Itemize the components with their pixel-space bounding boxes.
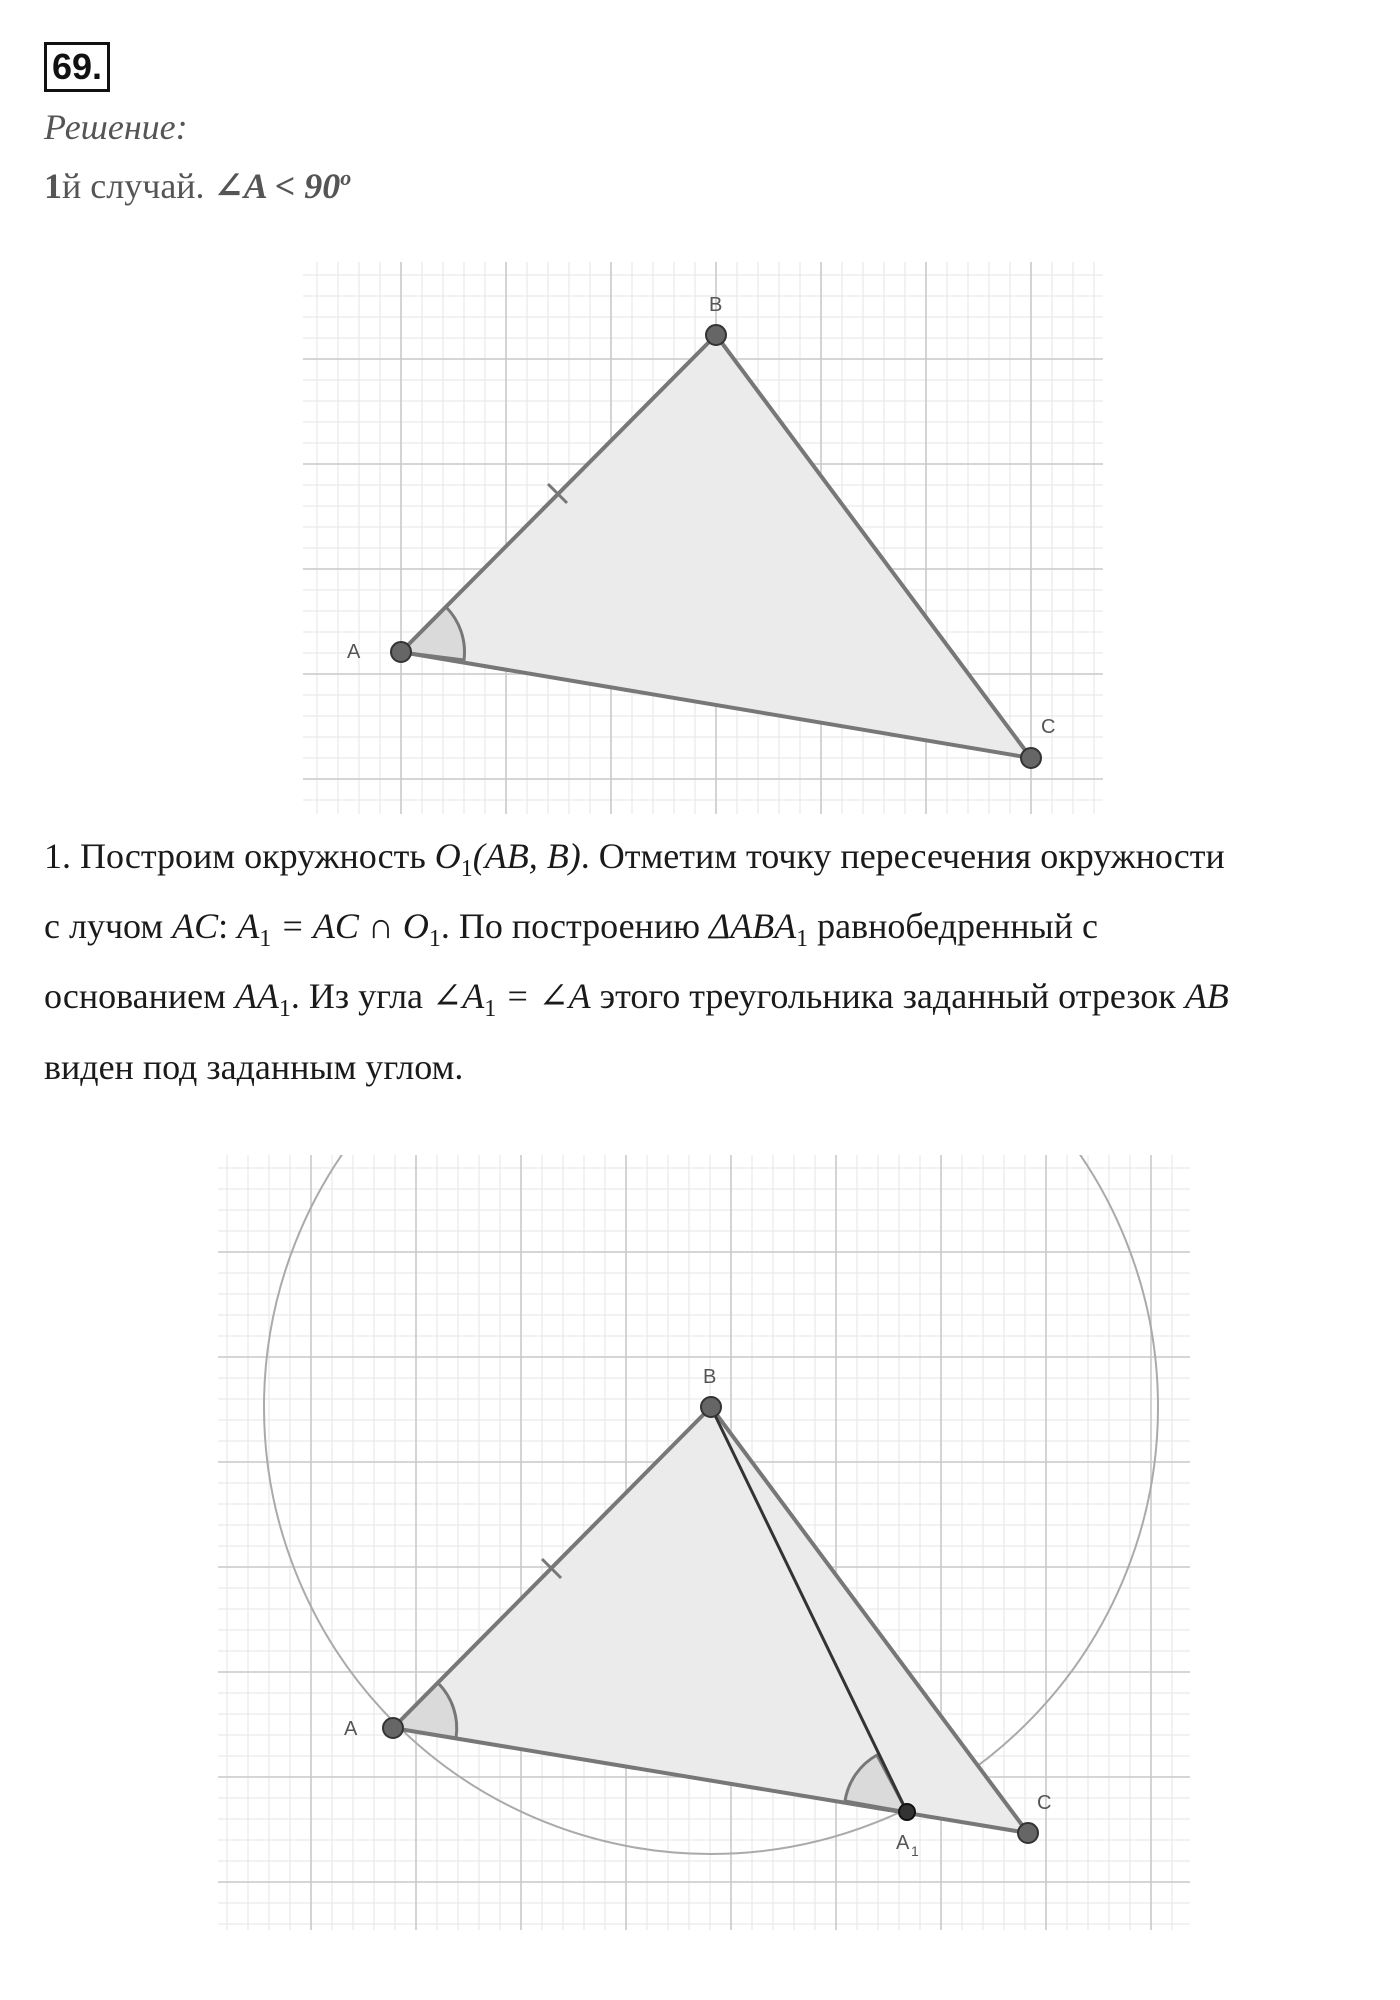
triangle-abc xyxy=(393,1407,1028,1833)
label-c: C xyxy=(1041,716,1056,738)
point-b xyxy=(706,325,726,345)
label-a1: A xyxy=(896,1832,910,1854)
point-a1 xyxy=(899,1804,915,1820)
text-line-3: основанием $AA_1$. Из угла $\angle A_1$ = ∠A этого треугольника заданный отрезок AB xyxy=(44,976,1229,1023)
point-b xyxy=(701,1397,721,1417)
case-heading xyxy=(44,165,351,207)
label-c: C xyxy=(1037,1792,1052,1814)
label-a: A xyxy=(344,1718,358,1740)
point-a xyxy=(383,1718,403,1738)
text-line-1: 1. Построим окружность $O_1(AB$, B). Отметим точку пересечения окружности xyxy=(44,836,1225,883)
solution-text xyxy=(44,828,1364,1096)
problem-number: 69. xyxy=(44,42,110,92)
point-a xyxy=(391,642,411,662)
case-condition: ∠A < $90^o$ xyxy=(213,165,352,206)
label-a: A xyxy=(347,641,361,663)
text-line-2: с лучом AC: $A_1$ = AC ∩ $O_1$. По построению $\Delta ABA_1$ равнобедренный с xyxy=(44,906,1098,953)
case-word: й случай. xyxy=(62,166,205,206)
label-a1-subscript: 1 xyxy=(911,1843,919,1859)
solution-label: Решение: xyxy=(44,107,188,147)
label-b: B xyxy=(703,1366,717,1388)
case-number: 1 xyxy=(44,166,62,206)
point-c xyxy=(1021,748,1041,768)
figure-triangle-abc xyxy=(303,262,1103,814)
figure-construction xyxy=(218,1155,1190,1930)
label-b: B xyxy=(709,294,723,316)
text-line-4: виден под заданным углом. xyxy=(44,1046,464,1087)
point-c xyxy=(1018,1823,1038,1843)
